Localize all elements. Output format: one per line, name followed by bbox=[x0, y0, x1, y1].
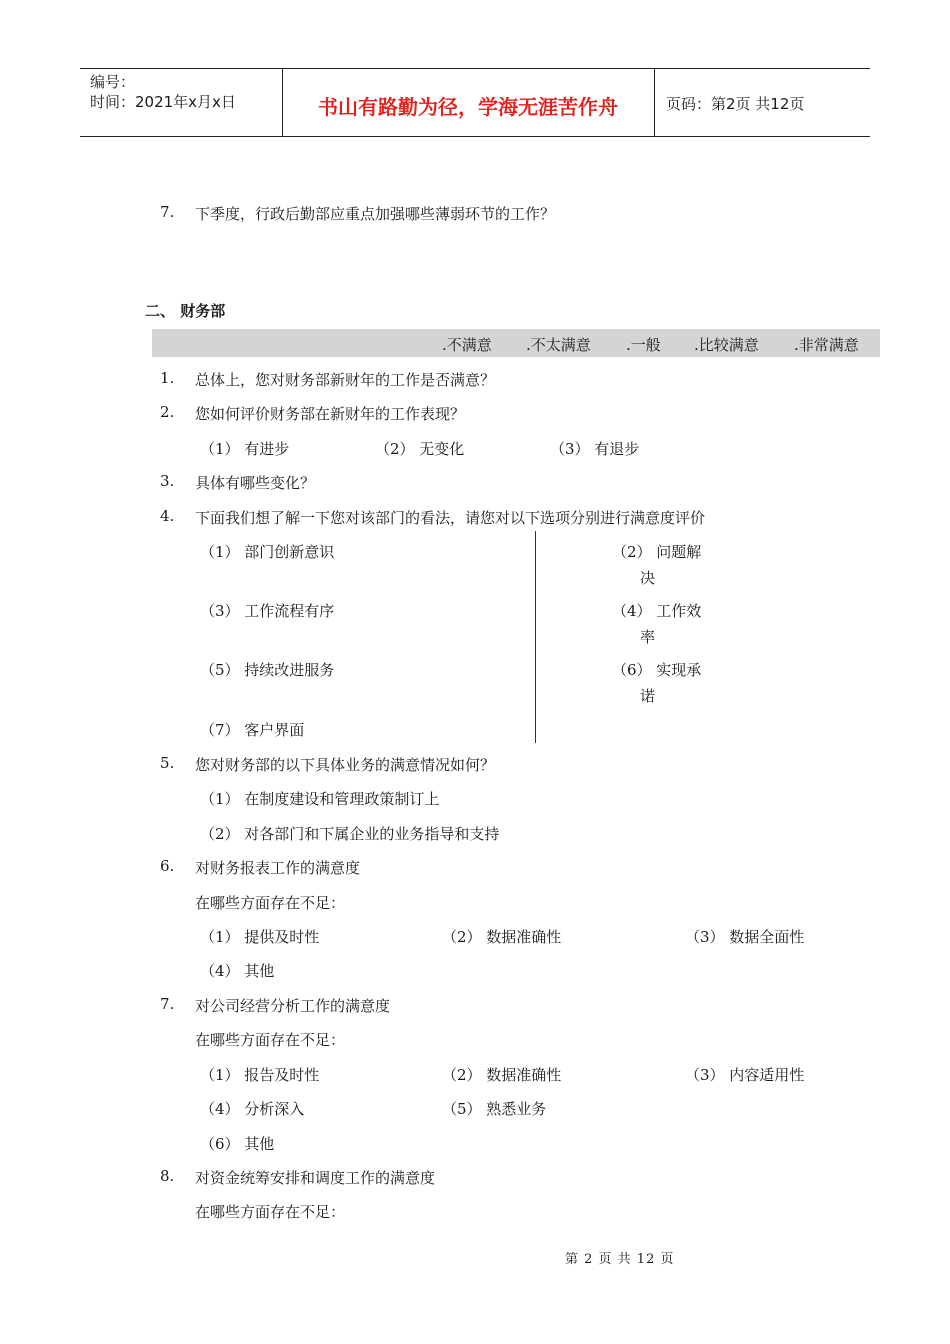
header-page-info: 页码：第2页 共12页 bbox=[666, 95, 805, 113]
answer-option: （4） 分析深入 bbox=[200, 1100, 305, 1118]
serial-label: 编号： bbox=[90, 73, 136, 91]
evaluation-item-wrap: 决 bbox=[640, 569, 656, 587]
answer-option: （1） 有进步 bbox=[200, 440, 290, 458]
answer-option: （5） 熟悉业务 bbox=[442, 1100, 547, 1118]
answer-option: （1） 报告及时性 bbox=[200, 1066, 320, 1084]
rating-option: .不太满意 bbox=[526, 336, 591, 354]
evaluation-item: （5） 持续改进服务 bbox=[200, 661, 335, 679]
header-left-cell bbox=[90, 72, 236, 112]
answer-option: （1） 提供及时性 bbox=[200, 928, 320, 946]
question-number: 6. bbox=[160, 857, 175, 875]
question-number: 7. bbox=[160, 203, 175, 221]
header-divider bbox=[654, 69, 655, 136]
question-text: 对财务报表工作的满意度 bbox=[195, 859, 361, 877]
evaluation-item: （7） 客户界面 bbox=[200, 721, 305, 739]
business-item: （1） 在制度建设和管理政策制订上 bbox=[200, 790, 440, 808]
evaluation-item: （2） 问题解 bbox=[612, 543, 702, 561]
answer-option: （3） 有退步 bbox=[550, 440, 640, 458]
question-text: 您如何评价财务部在新财年的工作表现？ bbox=[195, 405, 466, 423]
question-number: 7. bbox=[160, 995, 175, 1013]
question-number: 5. bbox=[160, 754, 175, 772]
question-text: 下面我们想了解一下您对该部门的看法，请您对以下选项分别进行满意度评价 bbox=[195, 509, 706, 527]
question-number: 2. bbox=[160, 403, 175, 421]
question-number: 4. bbox=[160, 507, 175, 525]
question-text: 总体上，您对财务部新财年的工作是否满意？ bbox=[195, 371, 496, 389]
question-text: 对公司经营分析工作的满意度 bbox=[195, 997, 391, 1015]
answer-option: （2） 数据准确性 bbox=[442, 1066, 562, 1084]
business-item: （2） 对各部门和下属企业的业务指导和支持 bbox=[200, 825, 500, 843]
evaluation-item: （4） 工作效 bbox=[612, 602, 702, 620]
page-footer: 第 2 页 共 12 页 bbox=[565, 1252, 675, 1267]
question-number: 3. bbox=[160, 472, 175, 490]
evaluation-item: （1） 部门创新意识 bbox=[200, 543, 335, 561]
question-text: 您对财务部的以下具体业务的满意情况如何？ bbox=[195, 756, 496, 774]
evaluation-item-wrap: 诺 bbox=[640, 687, 656, 705]
rating-option: .不满意 bbox=[442, 336, 492, 354]
question-text: 下季度，行政后勤部应重点加强哪些薄弱环节的工作？ bbox=[195, 205, 556, 223]
answer-option: （4） 其他 bbox=[200, 962, 275, 980]
evaluation-item: （3） 工作流程有序 bbox=[200, 602, 335, 620]
column-divider bbox=[535, 531, 536, 743]
question-number: 8. bbox=[160, 1167, 175, 1185]
rating-option: .比较满意 bbox=[694, 336, 759, 354]
question-text: 具体有哪些变化？ bbox=[195, 474, 316, 492]
answer-option: （2） 无变化 bbox=[375, 440, 465, 458]
question-subtext: 在哪些方面存在不足： bbox=[195, 1031, 346, 1049]
header-motto: 书山有路勤为径，学海无涯苦作舟 bbox=[318, 95, 618, 119]
answer-option: （3） 内容适用性 bbox=[685, 1066, 805, 1084]
rating-option: .非常满意 bbox=[794, 336, 859, 354]
page-header bbox=[80, 68, 870, 137]
evaluation-item: （6） 实现承 bbox=[612, 661, 702, 679]
question-subtext: 在哪些方面存在不足： bbox=[195, 1203, 346, 1221]
answer-option: （6） 其他 bbox=[200, 1135, 275, 1153]
answer-option: （2） 数据准确性 bbox=[442, 928, 562, 946]
question-text: 对资金统筹安排和调度工作的满意度 bbox=[195, 1169, 436, 1187]
rating-scale-bar bbox=[152, 329, 880, 357]
question-subtext: 在哪些方面存在不足： bbox=[195, 894, 346, 912]
question-number: 1. bbox=[160, 369, 175, 387]
time-label: 时间：2021年x月x日 bbox=[90, 93, 236, 111]
rating-option: .一般 bbox=[626, 336, 661, 354]
evaluation-item-wrap: 率 bbox=[640, 628, 656, 646]
answer-option: （3） 数据全面性 bbox=[685, 928, 805, 946]
section-title: 二、 财务部 bbox=[145, 302, 226, 320]
